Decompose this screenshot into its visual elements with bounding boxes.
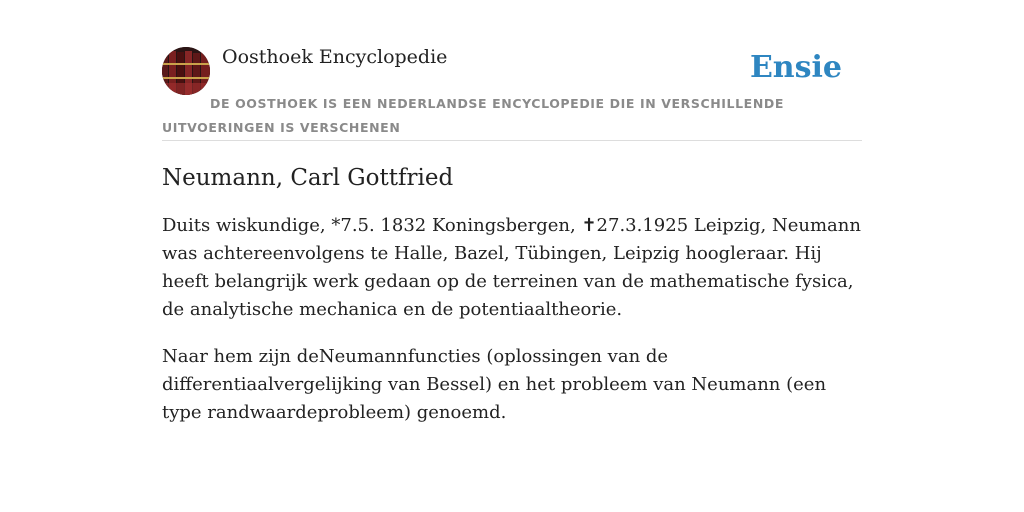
book-spines-icon <box>162 47 210 95</box>
article-title: Neumann, Carl Gottfried <box>162 165 454 191</box>
site-name[interactable]: Oosthoek Encyclopedie <box>222 46 448 68</box>
site-avatar[interactable] <box>162 47 210 95</box>
ensie-logo-link[interactable]: Ensie <box>749 50 842 85</box>
site-header <box>162 44 862 141</box>
article-paragraph: Duits wiskundige, *7.5. 1832 Koningsbergen, ✝27.3.1925 Leipzig, Neumann was achtereenvolgens te Halle, Bazel, Tübingen, Leipzig hoogleraar. Hij heeft belangrijk werk gedaan op de terreinen van de mathematische fysica, de analytische mechanica en de potentiaaltheorie. <box>162 215 861 320</box>
article <box>162 160 862 427</box>
site-tagline: DE OOSTHOEK IS EEN NEDERLANDSE ENCYCLOPEDIE DIE IN VERSCHILLENDE UITVOERINGEN IS VERSCHENEN <box>162 96 784 135</box>
article-paragraph: Naar hem zijn deNeumannfuncties (oplossingen van de differentiaalvergelijking van Bessel) en het probleem van Neumann (een type randwaardeprobleem) genoemd. <box>162 346 827 423</box>
